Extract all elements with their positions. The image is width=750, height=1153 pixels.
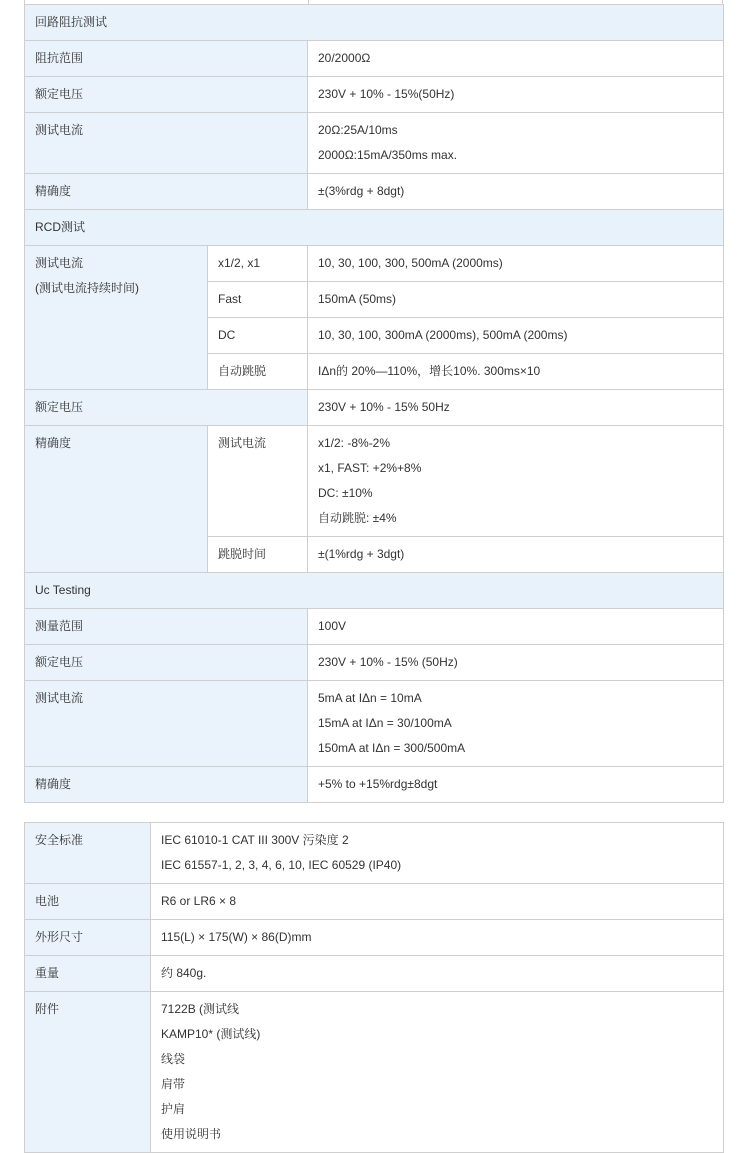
row-label: 精确度 xyxy=(25,767,308,803)
table-row xyxy=(25,609,724,645)
row-label: 额定电压 xyxy=(25,645,308,681)
row-value xyxy=(308,537,724,573)
cell-line: ±(3%rdg + 8dgt) xyxy=(318,184,405,198)
table-row xyxy=(25,174,724,210)
row-label: 附件 xyxy=(25,992,151,1153)
row-value: 230V + 10% - 15% 50Hz xyxy=(308,390,724,426)
row-value xyxy=(308,113,724,174)
table-row xyxy=(25,246,724,282)
row-value xyxy=(151,920,724,956)
table-row xyxy=(25,390,724,426)
row-value: 150mA (50ms) xyxy=(308,282,724,318)
row-label: 外形尺寸 xyxy=(25,920,151,956)
row-label: 测量范围 xyxy=(25,609,308,645)
row-value xyxy=(151,956,724,992)
row-label: 额定电压 xyxy=(25,77,308,113)
row-sublabel: Fast xyxy=(208,282,308,318)
section-title-uc: Uc Testing xyxy=(25,573,724,609)
row-value xyxy=(308,426,724,537)
cell-line: (测试电流持续时间) xyxy=(35,281,139,295)
row-value: 10, 30, 100, 300mA (2000ms), 500mA (200ms) xyxy=(308,318,724,354)
section-title-rcd: RCD测试 xyxy=(25,210,724,246)
table-row xyxy=(25,992,724,1153)
cell-line: 测试电流 xyxy=(35,256,84,270)
table-row xyxy=(25,884,724,920)
row-label: 精确度 xyxy=(25,174,308,210)
row-value xyxy=(308,767,724,803)
table-row xyxy=(25,956,724,992)
cell-line: 自动跳脱: ±4% xyxy=(318,511,397,525)
table-row xyxy=(25,426,724,537)
cell-line: 7122B (测试线 xyxy=(161,1002,240,1016)
cell-line: 护肩 xyxy=(161,1102,186,1116)
row-label: 安全标准 xyxy=(25,823,151,884)
row-label: 额定电压 xyxy=(25,390,308,426)
row-value xyxy=(308,77,724,113)
table-row xyxy=(25,681,724,767)
cell-line: 约 840g. xyxy=(161,966,207,980)
table-row xyxy=(25,210,724,246)
row-value xyxy=(308,645,724,681)
rcd-accuracy-label: 精确度 xyxy=(25,426,208,573)
row-sublabel: 测试电流 xyxy=(208,426,308,537)
row-label: 测试电流 xyxy=(25,681,308,767)
table-row xyxy=(25,767,724,803)
general-table xyxy=(24,822,724,1153)
row-sublabel: DC xyxy=(208,318,308,354)
cell-line: DC: ±10% xyxy=(318,486,373,500)
rcd-current-label xyxy=(25,246,208,390)
row-value xyxy=(308,41,724,77)
row-label: 电池 xyxy=(25,884,151,920)
cell-line: ±(1%rdg + 3dgt) xyxy=(318,547,405,561)
cell-line: 150mA at IΔn = 300/500mA xyxy=(318,741,466,755)
cell-line: x1/2: -8%-2% xyxy=(318,436,391,450)
row-value xyxy=(151,992,724,1153)
row-sublabel: 自动跳脱 xyxy=(208,354,308,390)
row-value xyxy=(151,884,724,920)
cell-line: 15mA at IΔn = 30/100mA xyxy=(318,716,452,730)
cell-line: 115(L) × 175(W) × 86(D)mm xyxy=(161,930,312,944)
row-value: IΔn的 20%—110%，增长10%. 300ms×10 xyxy=(308,354,724,390)
cell-line: 230V + 10% - 15%(50Hz) xyxy=(318,87,455,101)
table-row xyxy=(25,573,724,609)
row-label: 重量 xyxy=(25,956,151,992)
row-value xyxy=(308,174,724,210)
row-sublabel: x1/2, x1 xyxy=(208,246,308,282)
cell-line: 20/2000Ω xyxy=(318,51,371,65)
cell-line: 5mA at IΔn = 10mA xyxy=(318,691,422,705)
row-value: 10, 30, 100, 300, 500mA (2000ms) xyxy=(308,246,724,282)
table-row xyxy=(25,823,724,884)
table-row xyxy=(25,113,724,174)
row-value xyxy=(308,681,724,767)
cell-line: KAMP10* (测试线) xyxy=(161,1027,261,1041)
cell-line: x1, FAST: +2%+8% xyxy=(318,461,422,475)
cell-line: IEC 61557-1, 2, 3, 4, 6, 10, IEC 60529 (IP40) xyxy=(161,858,402,872)
row-label: 测试电流 xyxy=(25,113,308,174)
cell-line: 2000Ω:15mA/350ms max. xyxy=(318,148,458,162)
cell-line: 肩带 xyxy=(161,1077,186,1091)
cell-line: 使用说明书 xyxy=(161,1127,222,1141)
table-row xyxy=(25,920,724,956)
cell-line: R6 or LR6 × 8 xyxy=(161,894,237,908)
cell-line: 100V xyxy=(318,619,347,633)
cell-line: IEC 61010-1 CAT III 300V 污染度 2 xyxy=(161,833,349,847)
row-value xyxy=(308,609,724,645)
table-row xyxy=(25,41,724,77)
row-label: 阻抗范围 xyxy=(25,41,308,77)
row-sublabel: 跳脱时间 xyxy=(208,537,308,573)
spec-table xyxy=(24,4,724,803)
cell-line: 230V + 10% - 15% (50Hz) xyxy=(318,655,458,669)
table-row xyxy=(25,77,724,113)
row-value xyxy=(151,823,724,884)
cell-line: +5% to +15%rdg±8dgt xyxy=(318,777,438,791)
table-row xyxy=(25,5,724,41)
cell-line: 20Ω:25A/10ms xyxy=(318,123,398,137)
section-title-loop: 回路阻抗测试 xyxy=(25,5,724,41)
table-row xyxy=(25,645,724,681)
cell-line: 线袋 xyxy=(161,1052,186,1066)
